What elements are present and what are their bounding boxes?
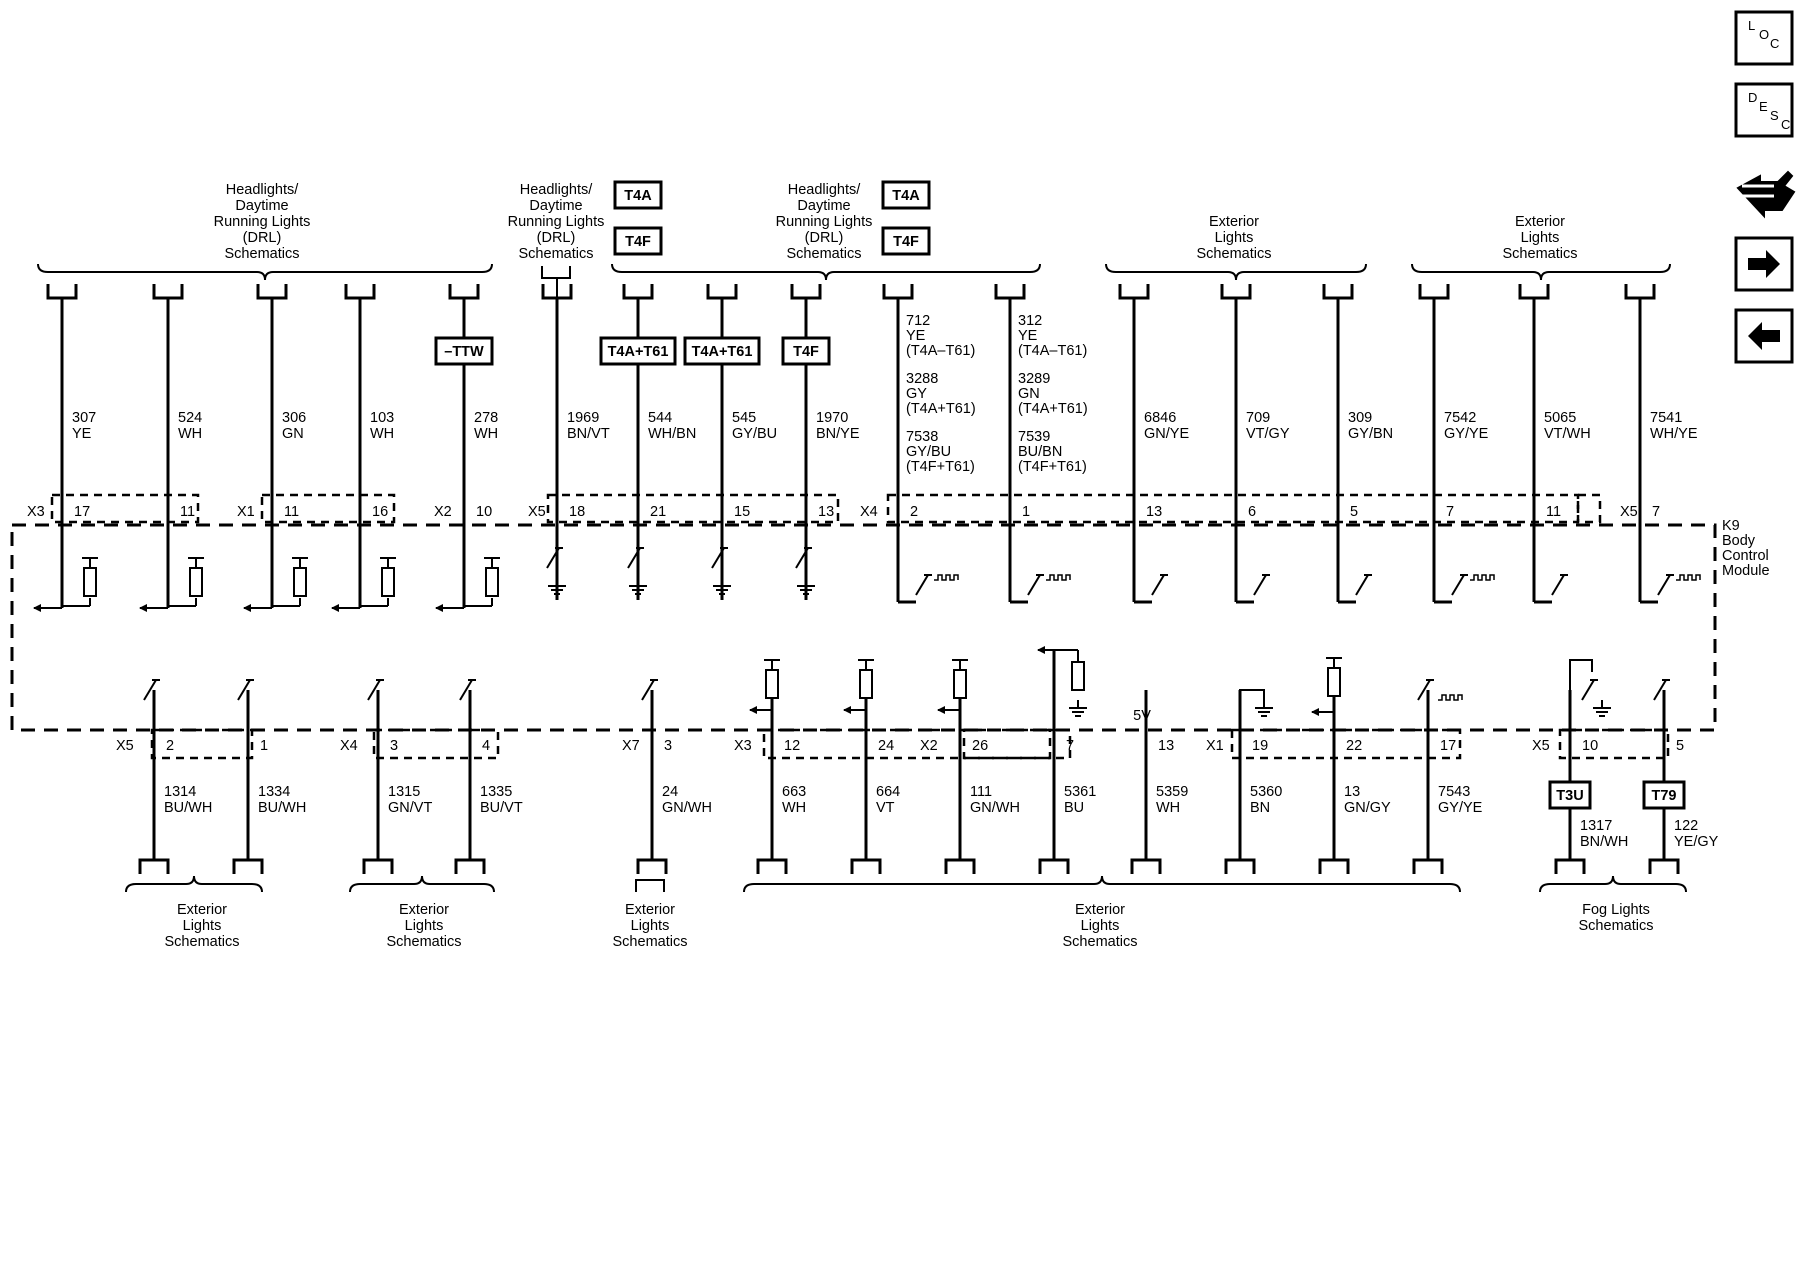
option-code: T3U [1556, 788, 1584, 804]
resistor-symbol [860, 670, 872, 698]
circuit-variant-label: YE [1018, 328, 1038, 344]
circuit-variant-label: (T4A–T61) [906, 343, 976, 359]
switch-symbol [1552, 575, 1564, 595]
harness-terminal [758, 860, 786, 874]
bottom-group-label: Schematics [612, 934, 688, 950]
bottom-group-label: Exterior [1075, 902, 1125, 918]
nav-letter: O [1759, 27, 1770, 42]
harness-terminal [258, 284, 286, 298]
top-group-label: Lights [1520, 230, 1560, 246]
pin-number: 11 [180, 504, 196, 520]
option-code: T4F [625, 234, 651, 250]
wire-color: GY/BN [1348, 426, 1394, 442]
harness-terminal [996, 284, 1024, 298]
top-group-label: Running Lights [775, 214, 873, 230]
harness-terminal [346, 284, 374, 298]
harness-terminal [1324, 284, 1352, 298]
switch-symbol [1152, 575, 1164, 595]
connector-view-button[interactable] [1738, 172, 1794, 216]
circuit-variant-label: 7539 [1018, 429, 1051, 445]
circuit-variant-label: 7538 [906, 429, 939, 445]
top-group-label: Daytime [797, 198, 851, 214]
connector-id: X5 [1620, 504, 1638, 520]
circuit-number: 7541 [1650, 410, 1683, 426]
group-brace [1412, 264, 1670, 280]
harness-terminal [1226, 860, 1254, 874]
connector-id: X3 [27, 504, 45, 520]
bottom-group-label: Lights [1080, 918, 1120, 934]
pwm-symbol [1438, 695, 1462, 700]
resistor-symbol [954, 670, 966, 698]
circuit-variant-label: YE [906, 328, 926, 344]
circuit-number: 1969 [567, 410, 600, 426]
bottom-group-label: Schematics [164, 934, 240, 950]
switch-symbol [1356, 575, 1368, 595]
top-group-label: Daytime [235, 198, 289, 214]
harness-terminal [456, 860, 484, 874]
harness-terminal [1222, 284, 1250, 298]
circuit-variant-label: (T4F+T61) [1018, 459, 1087, 475]
option-code: T4A [892, 188, 920, 204]
bottom-group-label: Lights [630, 918, 670, 934]
harness-terminal [48, 284, 76, 298]
connector-outline [888, 495, 1578, 522]
pin-number: 17 [1440, 738, 1457, 754]
resistor-symbol [1072, 662, 1084, 690]
option-code: T4A [624, 188, 652, 204]
circuit-variant-label: GY [906, 386, 927, 402]
pin-number: 16 [372, 504, 389, 520]
connector-outline [1560, 730, 1668, 758]
circuit-number: 7542 [1444, 410, 1477, 426]
resistor-symbol [766, 670, 778, 698]
circuit-number: 6846 [1144, 410, 1177, 426]
resistor-symbol [382, 568, 394, 596]
option-code: T4F [793, 344, 819, 360]
pwm-symbol [934, 575, 958, 580]
wire-color: BU/WH [164, 800, 213, 816]
wire-color: VT/GY [1246, 426, 1290, 442]
option-code: T4F [893, 234, 919, 250]
top-group-label: Exterior [1515, 214, 1565, 230]
harness-terminal [852, 860, 880, 874]
harness-terminal [1132, 860, 1160, 874]
resistor-symbol [84, 568, 96, 596]
wire-color: BN/YE [816, 426, 860, 442]
wire-color: WH/BN [648, 426, 697, 442]
bottom-group-label: Fog Lights [1582, 902, 1650, 918]
circuit-number: 1314 [164, 784, 197, 800]
circuit-number: 103 [370, 410, 395, 426]
pin-number: 22 [1346, 738, 1363, 754]
pin-number: 17 [74, 504, 91, 520]
wire [1240, 690, 1264, 720]
circuit-number: 306 [282, 410, 307, 426]
nav-letter: L [1748, 18, 1756, 33]
pin-number: 12 [784, 738, 801, 754]
nav-letter: C [1781, 117, 1791, 132]
top-group-label: Headlights/ [225, 182, 299, 198]
harness-terminal [154, 284, 182, 298]
circuit-number: 524 [178, 410, 203, 426]
body-control-module-outline [12, 525, 1715, 730]
circuit-variant-label: 312 [1018, 313, 1043, 329]
connector-id: X2 [920, 738, 938, 754]
harness-terminal [1520, 284, 1548, 298]
wire-color: GN/WH [662, 800, 712, 816]
option-code: T79 [1651, 788, 1677, 804]
harness-terminal [1120, 284, 1148, 298]
harness-terminal [1650, 860, 1678, 874]
connector-outline [1578, 495, 1600, 522]
circuit-variant-label: (T4A–T61) [1018, 343, 1088, 359]
connector-id: X3 [734, 738, 752, 754]
circuit-number: 5361 [1064, 784, 1097, 800]
harness-terminal [884, 284, 912, 298]
circuit-number: 24 [662, 784, 679, 800]
pin-number: 13 [1158, 738, 1175, 754]
module-label: Module [1722, 563, 1770, 579]
top-group-label: (DRL) [536, 230, 576, 246]
circuit-number: 7543 [1438, 784, 1471, 800]
top-group-label: (DRL) [804, 230, 844, 246]
circuit-number: 1335 [480, 784, 513, 800]
harness-terminal [450, 284, 478, 298]
loc-button[interactable] [1736, 12, 1792, 64]
circuit-number: 122 [1674, 818, 1699, 834]
circuit-number: 278 [474, 410, 499, 426]
resistor-symbol [294, 568, 306, 596]
connector-id: X1 [237, 504, 255, 520]
pin-number: 2 [166, 738, 175, 754]
pwm-symbol [1046, 575, 1070, 580]
pin-number: 3 [664, 738, 673, 754]
connector-outline [764, 730, 1050, 758]
switch-symbol [1028, 575, 1040, 595]
circuit-number: 709 [1246, 410, 1271, 426]
harness-terminal [1040, 860, 1068, 874]
connector-id: X2 [434, 504, 452, 520]
top-group-label: Exterior [1209, 214, 1259, 230]
top-group-label: Running Lights [213, 214, 311, 230]
circuit-number: 1970 [816, 410, 849, 426]
group-brace [744, 876, 1460, 892]
switch-symbol [916, 575, 928, 595]
bottom-group-label: Exterior [399, 902, 449, 918]
pin-number: 18 [569, 504, 586, 520]
circuit-variant-label: 3288 [906, 371, 939, 387]
connector-id: X5 [528, 504, 546, 520]
pin-number: 11 [1546, 504, 1562, 520]
top-group-label: Schematics [1502, 246, 1578, 262]
wire-color: GN [282, 426, 304, 442]
circuit-number: 111 [970, 784, 993, 800]
top-group-label: Schematics [1196, 246, 1272, 262]
pin-number: 2 [910, 504, 919, 520]
module-label: Control [1722, 548, 1769, 564]
nav-letter: E [1759, 99, 1768, 114]
pin-number: 7 [1446, 504, 1455, 520]
nav-letter: D [1748, 90, 1758, 105]
wire-color: BU [1064, 800, 1085, 816]
top-group-label: (DRL) [242, 230, 282, 246]
circuit-number: 309 [1348, 410, 1373, 426]
circuit-number: 664 [876, 784, 901, 800]
circuit-variant-label: 3289 [1018, 371, 1051, 387]
wire-color: BN/WH [1580, 834, 1629, 850]
pin-number: 13 [818, 504, 835, 520]
connector-id: X5 [1532, 738, 1550, 754]
top-group-label: Lights [1214, 230, 1254, 246]
pin-number: 13 [1146, 504, 1163, 520]
resistor-symbol [486, 568, 498, 596]
circuit-number: 544 [648, 410, 673, 426]
wire-color: GN/WH [970, 800, 1020, 816]
connector-swap-icon [1738, 172, 1794, 216]
wire-color: BU/VT [480, 800, 523, 816]
wire-color: GY/BU [732, 426, 778, 442]
bottom-group-label: Exterior [625, 902, 675, 918]
circuit-variant-label: (T4A+T61) [1018, 401, 1088, 417]
bottom-group-label: Lights [404, 918, 444, 934]
wire-color: WH [370, 426, 395, 442]
pin-number: 5 [1350, 504, 1359, 520]
harness-terminal [946, 860, 974, 874]
circuit-number: 13 [1344, 784, 1361, 800]
connector-id: X1 [1206, 738, 1224, 754]
supply-voltage: 5V [1133, 708, 1151, 724]
wire-color: BN/VT [567, 426, 610, 442]
nav-letter: C [1770, 36, 1780, 51]
pin-number: 15 [734, 504, 751, 520]
wire-color: BN [1250, 800, 1271, 816]
circuit-variant-label: 712 [906, 313, 931, 329]
wire-color: WH [782, 800, 807, 816]
switch-symbol [1452, 575, 1464, 595]
harness-terminal [140, 860, 168, 874]
bottom-group-label: Schematics [1578, 918, 1654, 934]
wire-color: BU/WH [258, 800, 307, 816]
circuit-number: 5360 [1250, 784, 1283, 800]
connector-outline [548, 495, 838, 522]
group-brace [612, 264, 1040, 280]
group-brace [38, 264, 492, 280]
wire-color: YE [72, 426, 92, 442]
circuit-number: 1315 [388, 784, 421, 800]
wire-color: GN/YE [1144, 426, 1190, 442]
top-group-label: Schematics [786, 246, 862, 262]
group-brace [1106, 264, 1366, 280]
top-group-label: Running Lights [507, 214, 605, 230]
circuit-number: 5359 [1156, 784, 1189, 800]
previous-button[interactable] [1736, 310, 1792, 362]
circuit-number: 663 [782, 784, 807, 800]
pin-number: 24 [878, 738, 895, 754]
wire-color: VT [876, 800, 895, 816]
switch-symbol [1658, 575, 1670, 595]
switch-symbol [1582, 680, 1594, 700]
harness-terminal [792, 284, 820, 298]
connector-id: X7 [622, 738, 640, 754]
option-code: T4A+T61 [607, 344, 669, 360]
pwm-symbol [1470, 575, 1494, 580]
harness-terminal [624, 284, 652, 298]
wire-color: GY/YE [1444, 426, 1489, 442]
bottom-group-label: Schematics [386, 934, 462, 950]
top-group-label: Headlights/ [787, 182, 861, 198]
option-code: –TTW [444, 344, 484, 360]
pwm-symbol [1676, 575, 1700, 580]
next-button[interactable] [1736, 238, 1792, 290]
top-group-label: Schematics [224, 246, 300, 262]
pin-number: 19 [1252, 738, 1269, 754]
circuit-number: 1317 [1580, 818, 1613, 834]
wire-color: WH [1156, 800, 1181, 816]
wire-color: WH [178, 426, 203, 442]
harness-terminal [1320, 860, 1348, 874]
pin-number: 6 [1248, 504, 1257, 520]
harness-terminal [542, 266, 570, 278]
pin-number: 10 [1582, 738, 1599, 754]
bottom-group-label: Schematics [1062, 934, 1138, 950]
wire-color: VT/WH [1544, 426, 1591, 442]
pin-number: 7 [1066, 738, 1075, 754]
circuit-number: 545 [732, 410, 757, 426]
circuit-variant-label: (T4A+T61) [906, 401, 976, 417]
circuit-number: 5065 [1544, 410, 1577, 426]
harness-terminal [1420, 284, 1448, 298]
top-group-label: Daytime [529, 198, 583, 214]
switch-symbol [1254, 575, 1266, 595]
harness-terminal [708, 284, 736, 298]
pin-number: 21 [650, 504, 667, 520]
harness-terminal [1556, 860, 1584, 874]
pin-number: 1 [260, 738, 269, 754]
pin-number: 3 [390, 738, 399, 754]
pin-number: 1 [1022, 504, 1031, 520]
wire-color: GY/YE [1438, 800, 1483, 816]
circuit-number: 307 [72, 410, 97, 426]
harness-terminal [1414, 860, 1442, 874]
group-brace [126, 876, 262, 892]
module-label: Body [1722, 533, 1756, 549]
harness-terminal [636, 880, 664, 892]
group-brace [350, 876, 494, 892]
harness-terminal [364, 860, 392, 874]
connector-id: X4 [340, 738, 358, 754]
circuit-number: 1334 [258, 784, 291, 800]
pin-number: 7 [1652, 504, 1661, 520]
group-brace [1540, 876, 1686, 892]
top-group-label: Headlights/ [519, 182, 593, 198]
option-code: T4A+T61 [691, 344, 753, 360]
harness-terminal [234, 860, 262, 874]
wire-color: WH/YE [1650, 426, 1698, 442]
nav-letter: S [1770, 108, 1779, 123]
wire-color: YE/GY [1674, 834, 1719, 850]
resistor-symbol [1328, 668, 1340, 696]
connector-id: X5 [116, 738, 134, 754]
pin-number: 5 [1676, 738, 1685, 754]
harness-terminal [1626, 284, 1654, 298]
harness-terminal [638, 860, 666, 874]
pin-number: 11 [284, 504, 300, 520]
circuit-variant-label: (T4F+T61) [906, 459, 975, 475]
pin-number: 10 [476, 504, 493, 520]
pin-number: 26 [972, 738, 989, 754]
bottom-group-label: Lights [182, 918, 222, 934]
desc-button[interactable] [1736, 84, 1792, 136]
wire-color: GN/GY [1344, 800, 1391, 816]
wire-color: GN/VT [388, 800, 433, 816]
circuit-variant-label: GN [1018, 386, 1040, 402]
bottom-group-label: Exterior [177, 902, 227, 918]
connector-id: X4 [860, 504, 878, 520]
circuit-variant-label: GY/BU [906, 444, 952, 460]
pin-number: 4 [482, 738, 491, 754]
wire-color: WH [474, 426, 499, 442]
top-group-label: Schematics [518, 246, 594, 262]
module-label: K9 [1722, 518, 1740, 534]
resistor-symbol [190, 568, 202, 596]
circuit-variant-label: BU/BN [1018, 444, 1063, 460]
